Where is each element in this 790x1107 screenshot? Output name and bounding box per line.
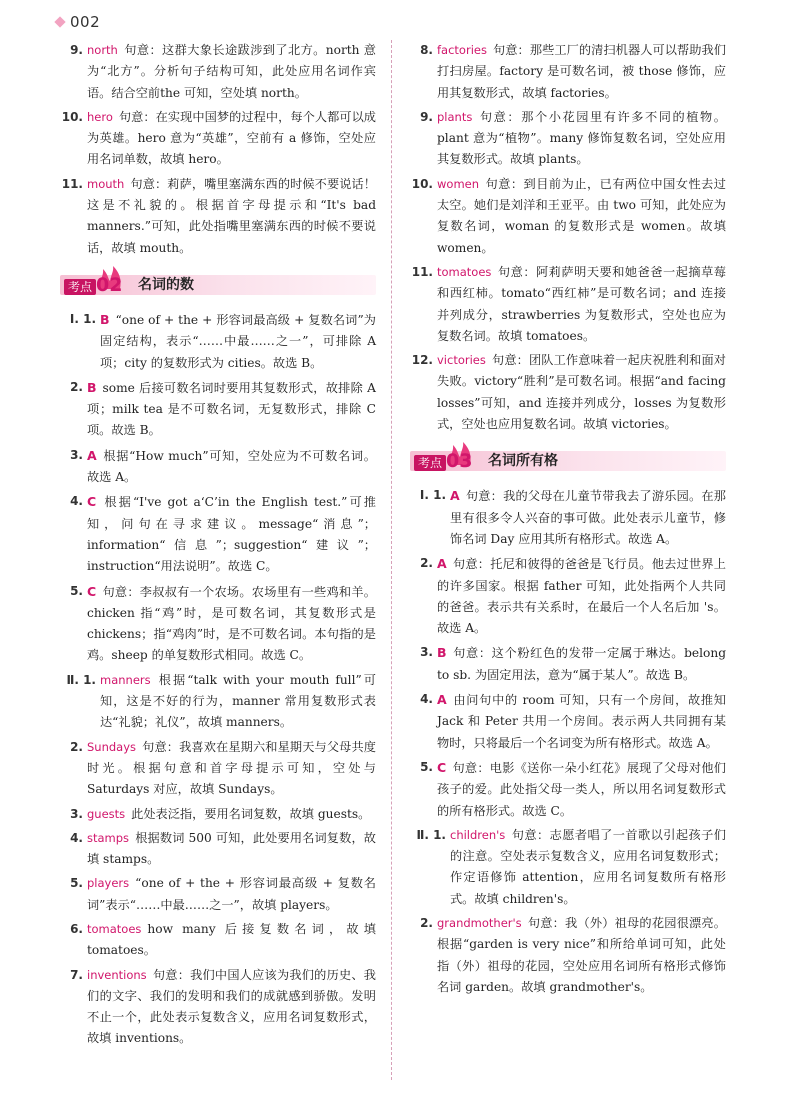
answer-key: C [87, 494, 97, 510]
answer-item [60, 107, 376, 171]
answer-key: B [437, 645, 447, 661]
answer-key: mouth [87, 176, 125, 191]
answer-key: B [100, 311, 110, 327]
item-number: Ⅰ. 1. [69, 311, 96, 326]
answer-item [60, 581, 376, 667]
explanation-text: 句意：那个小花园里有许多不同的植物。plant 意为“植物”。many 修饰复数名词，空处应用其复数形式。故填 plants。 [437, 109, 726, 167]
explanation-text: 句意：莉萨，嘴里塞满东西的时候不要说话！这是不礼貌的。根据首字母提示和“It's bad manners.”可知，此处指嘴里塞满东西的时候不要说话，故填 mouth。 [87, 176, 376, 255]
item-number: 12. [411, 353, 433, 368]
answer-item [410, 757, 726, 822]
answer-key: victories [437, 353, 486, 368]
page-number: 002 [70, 13, 101, 31]
answer-key: B [87, 379, 97, 395]
section-title: 名词所有格 [488, 453, 558, 470]
answer-item [60, 40, 376, 104]
explanation-text: 根据数词 500 可知，此处要用名词复数，故填 stamps。 [87, 830, 376, 867]
answer-key: A [437, 556, 447, 572]
page-header [56, 12, 100, 32]
item-number: 2. [420, 556, 433, 571]
item-number: 2. [70, 379, 83, 394]
answer-key: A [450, 488, 460, 504]
section-header-02 [60, 271, 376, 299]
explanation-text: 句意：这群大象长途跋涉到了北方。north 意为“北方”。分析句子结构可知，此处应用名词作宾语。结合空前the 可知，空处填 north。 [87, 43, 376, 100]
answer-list [60, 309, 376, 667]
diamond-icon [54, 16, 65, 27]
answer-item [410, 350, 726, 435]
answer-item [60, 828, 376, 871]
explanation-text: 句意：我（外）祖母的花园很漂亮。根据“garden is very nice”和所给单词可知，此处指（外）祖母的花园，空处应用名词所有格形式修饰名词 garden。故填 grandmother's。 [437, 915, 726, 994]
item-number: 2. [420, 915, 433, 930]
explanation-text: “one of + the + 形容词最高级 + 复数名词”表示“……中最……之一”，故填 players。 [87, 876, 376, 912]
answer-item [410, 485, 726, 550]
answer-list [410, 825, 726, 998]
item-number: 2. [70, 739, 83, 754]
item-number: 11. [411, 264, 433, 279]
explanation-text: 句意：我们中国人应该为我们的历史、我们的文字、我们的发明和我们的成就感到骄傲。发明不止一个，此处表示复数含义，应用名词复数形式，故填 inventions。 [87, 967, 376, 1046]
explanation-text: some 后接可数名词时要用其复数形式，故排除 A 项；milk tea 是不可数名词，无复数形式，排除 C项。故选 B。 [87, 380, 376, 438]
answer-item [60, 737, 376, 801]
answer-item [60, 445, 376, 489]
item-number: 10. [411, 176, 433, 191]
explanation-text: 此处表泛指，要用名词复数，故填 guests。 [131, 806, 371, 821]
answer-key: stamps [87, 830, 130, 845]
answer-key: tomatoes [87, 921, 142, 936]
item-number: 4. [70, 494, 83, 509]
answer-key: guests [87, 806, 126, 821]
item-number: 6. [70, 921, 83, 936]
section-badge [60, 273, 150, 297]
answer-key: C [87, 583, 97, 599]
answer-item [410, 642, 726, 686]
section-badge-label: 考点 [64, 279, 96, 295]
explanation-text: 句意：志愿者唱了一首歌以引起孩子们的注意。空处表示复数含义，应用名词复数形式；作定语修饰 attention，应用名词复数所有格形式。故填 children's。 [450, 827, 726, 906]
item-number: Ⅱ. 1. [416, 827, 446, 842]
answer-key: Sundays [87, 739, 137, 754]
answer-item [410, 689, 726, 754]
explanation-text: 句意：电影《送你一朵小红花》展现了父母对他们孩子的爱。此处指父母一类人，所以用名词复数形式的所有格形式。故选 C。 [437, 760, 726, 818]
section-number: 02 [96, 273, 123, 296]
answer-list [410, 40, 726, 435]
answer-item [60, 670, 376, 734]
answer-key: inventions [87, 967, 147, 982]
item-number: 9. [70, 43, 83, 57]
item-number: 3. [70, 447, 83, 462]
explanation-text: 句意：团队工作意味着一起庆祝胜利和面对失败。victory“胜利”是可数名词。根据“and facing losses”可知，and 连接并列成分，losses 为复数形式，空处也应用复数名词。故填 victories。 [437, 353, 726, 432]
explanation-text: 根据“I've got a‘C’in the English test.”可推知，问句在寻求建议。message“消息”；information“信息”；suggestion“建议”；instruction“用法说明”。故选 C。 [87, 495, 376, 574]
explanation-text: 句意：这个粉红色的发带一定属于琳达。belong to sb. 为固定用法，意为“属于某人”。故选 B。 [437, 646, 726, 682]
answer-item [410, 553, 726, 639]
answer-item [60, 804, 376, 825]
answer-key: north [87, 43, 118, 57]
answer-key: grandmother's [437, 915, 522, 930]
answer-item [410, 825, 726, 910]
answer-item [60, 873, 376, 916]
explanation-text: 句意：托尼和彼得的爸爸是飞行员。他去过世界上的许多国家。根据 father 可知，此处指两个人共同的爸爸。表示共有关系时，在最后一个人名后加 's。故选 A。 [437, 557, 726, 636]
explanation-text: 句意：李叔叔有一个农场。农场里有一些鸡和羊。chicken 指“鸡”时，是可数名词，其复数形式是 chickens；指“鸡肉”时，是不可数名词。本句指的是鸡。sheep 的单复数形式相同。故选 C。 [87, 584, 376, 663]
explanation-text: 句意：那些工厂的清扫机器人可以帮助我们打扫房屋。factory 是可数名词，被 those 修饰，应用其复数形式，故填 factories。 [437, 43, 726, 100]
explanation-text: 句意：在实现中国梦的过程中，每个人都可以成为英雄。hero 意为“英雄”，空前有 a 修饰，空处应用名词单数，故填 hero。 [87, 109, 376, 167]
item-number: 3. [70, 806, 83, 821]
answer-item [60, 377, 376, 442]
answer-key: plants [437, 109, 473, 124]
answer-list [410, 485, 726, 821]
answer-key: players [87, 876, 130, 891]
right-column [410, 40, 726, 1001]
answer-key: women [437, 176, 480, 191]
item-number: 5. [70, 876, 83, 891]
answer-key: A [87, 447, 97, 463]
explanation-text: 句意：我的父母在儿童节带我去了游乐园。在那里有很多令人兴奋的事可做。此处表示儿童节，修饰名词 Day 应用其所有格形式。故选 A。 [450, 489, 726, 546]
item-number: 5. [420, 759, 433, 774]
explanation-text: 句意：到目前为止，已有两位中国女性去过太空。她们是刘洋和王亚平。由 two 可知，此处应为复数名词，woman 的复数形式是 women。故填 women。 [437, 176, 726, 255]
item-number: 11. [61, 176, 83, 191]
item-number: Ⅱ. 1. [66, 672, 96, 687]
answer-key: A [437, 692, 447, 708]
section-number: 03 [446, 450, 473, 473]
answer-item [60, 919, 376, 962]
column-divider [391, 40, 392, 1080]
item-number: 3. [420, 645, 433, 660]
explanation-text: 句意：我喜欢在星期六和星期天与父母共度时光。根据句意和首字母提示可知，空处与 Saturdays 对应，故填 Sundays。 [87, 739, 376, 797]
answer-key: C [437, 759, 447, 775]
explanation-text: 根据“How much”可知，空处应为不可数名词。故选 A。 [87, 448, 376, 485]
answer-list [60, 670, 376, 1050]
explanation-text: “one of + the + 形容词最高级 + 复数名词”为固定结构，表示“……中最……之一”，可排除 A 项；city 的复数形式为 cities。故选 B。 [100, 312, 376, 370]
section-badge [410, 449, 500, 473]
explanation-text: how many 后接复数名词，故填 tomatoes。 [87, 921, 376, 958]
explanation-text: 由问句中的 room 可知，只有一个房间，故推知 Jack 和 Peter 共用一个房间。表示两人共同拥有某物时，只将最后一个名词变为所有格形式。故选 A。 [437, 693, 726, 750]
answer-key: factories [437, 43, 487, 57]
answer-item [410, 262, 726, 347]
item-number: 4. [70, 830, 83, 845]
section-badge-label: 考点 [414, 455, 446, 471]
answer-item [410, 174, 726, 259]
answer-list [60, 40, 376, 259]
answer-item [60, 491, 376, 577]
item-number: 4. [420, 692, 433, 707]
section-header-03 [410, 447, 726, 475]
item-number: 5. [70, 583, 83, 598]
answer-item [60, 965, 376, 1050]
answer-key: hero [87, 109, 113, 124]
answer-item [60, 309, 376, 374]
answer-key: tomatoes [437, 264, 492, 279]
answer-item [410, 107, 726, 171]
answer-key: children's [450, 827, 506, 842]
answer-item [410, 913, 726, 998]
answer-item [60, 174, 376, 259]
item-number: 8. [420, 43, 433, 57]
answer-key: manners [100, 672, 151, 687]
answer-item [410, 40, 726, 104]
item-number: Ⅰ. 1. [419, 488, 446, 503]
explanation-text: 句意：阿莉萨明天要和她爸爸一起摘草莓和西红柿。tomato“西红柿”是可数名词；and 连接并列成分，strawberries 为复数形式，空处也应为复数名词。故填 tomatoes。 [437, 264, 726, 343]
explanation-text: 根据“talk with your mouth full”可知，这是不好的行为，manner 常用复数形式表达“礼貌；礼仪”，故填 manners。 [100, 672, 376, 730]
item-number: 7. [70, 967, 83, 982]
section-title: 名词的数 [138, 276, 194, 293]
left-column [60, 40, 376, 1053]
item-number: 9. [420, 109, 433, 124]
item-number: 10. [61, 109, 83, 124]
